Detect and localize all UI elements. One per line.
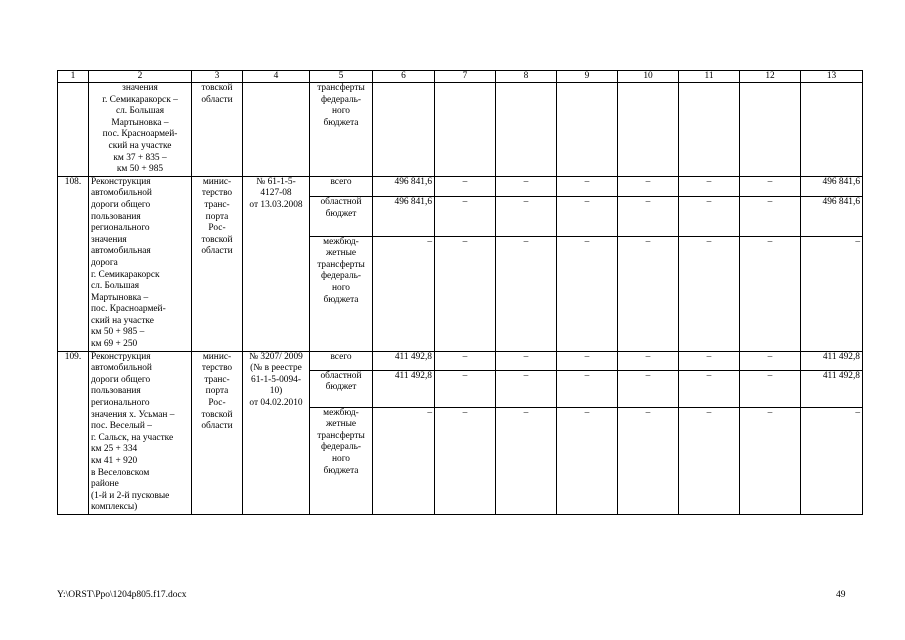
cell-line: области [201,246,233,257]
cell-line: всего [330,176,352,187]
total-cell: 411 492,8 [801,351,863,370]
col-header: 4 [243,71,310,83]
cell-line: бюджета [323,117,359,128]
amount-cell: – [557,197,618,236]
cell-line: км 50 + 985 – [91,327,145,338]
document-cell [243,83,310,177]
amount-cell: 496 841,6 [373,197,435,236]
amount-cell: – [740,176,801,197]
amount-cell: – [435,351,496,370]
footer-file-path: Y:\ORST\Ppo\1204p805.f17.docx [57,590,187,600]
cell-line: транс- [204,374,230,385]
cell-line: г. Семикаракорск – [102,94,178,105]
col-header: 11 [679,71,740,83]
cell-line: (№ в реестре [250,363,302,374]
amount-cell: 411 492,8 [373,351,435,370]
amount-cell: – [618,197,679,236]
amount-cell: – [557,236,618,351]
amount-cell: – [557,176,618,197]
cell-line: № 3207/ 2009 [249,351,303,362]
col-header: 1 [58,71,89,83]
cell-line: транс- [204,199,230,210]
cell-line: в Веселовском [91,467,150,478]
amount-cell: – [373,236,435,351]
cell-line: федераль- [320,442,362,453]
cell-line: Мартыновка – [111,117,169,128]
cell-line: значения [122,83,158,93]
funding-source-cell [310,83,373,177]
cell-line: автомобильной [91,188,152,199]
cell-line: дороги общего [91,199,151,210]
cell-line: г. Сальск, на участке [91,432,174,443]
cell-line: 10) [269,386,283,397]
amount-cell: – [496,176,557,197]
cell-line: сл. Большая [91,281,140,292]
cell-line: минис- [202,176,232,187]
amount-cell: – [496,197,557,236]
col-header: 12 [740,71,801,83]
amount-cell: – [679,197,740,236]
amount-cell: – [679,370,740,407]
amount-cell: – [618,370,679,407]
amount-cell: – [496,407,557,514]
amount-cell: – [435,236,496,351]
cell-line: Рос- [208,223,226,234]
document-cell [243,351,310,514]
cell-line: порта [205,386,229,397]
amount-cell: – [435,370,496,407]
cell-line: № 61-1-5- [256,176,296,187]
cell-line: области [201,94,233,105]
total-cell: 496 841,6 [801,176,863,197]
cell-line: областной [320,197,362,208]
cell-line: от 13.03.2008 [249,199,303,210]
object-name-cell [89,351,192,514]
cell-line: терство [201,363,233,374]
amount-cell: – [618,236,679,351]
cell-line: жетные [325,248,357,259]
cell-line: (1-й и 2-й пусковые [91,490,170,501]
table-row [58,351,863,370]
cell-line: бюджет [325,208,357,219]
cell-line: товской [201,234,233,245]
cell-line: терство [201,188,233,199]
amount-cell: – [435,176,496,197]
cell-line: пос. Красноармей- [91,304,166,315]
amount-cell: – [496,370,557,407]
cell-line: ного [331,283,350,294]
col-header: 7 [435,71,496,83]
amount-cell: – [435,197,496,236]
data-table [57,70,863,515]
col-header: 6 [373,71,435,83]
cell-line: товской [201,83,233,93]
cell-line: ного [331,106,350,117]
amount-cell: – [496,236,557,351]
funding-source-cell [310,197,373,236]
total-cell: 496 841,6 [801,197,863,236]
table-row [58,176,863,197]
amount-cell: 496 841,6 [373,176,435,197]
amount-cell: – [679,236,740,351]
amount-cell: – [557,370,618,407]
cell-line: сл. Большая [115,106,165,117]
cell-line: пользования [91,386,141,397]
cell-line: км 41 + 920 [91,456,138,466]
cell-line: пос. Красноармей- [102,129,178,140]
cell-line: бюджета [323,294,359,305]
cell-line: значения х. Усьман – [91,409,175,420]
customer-cell [192,83,243,177]
cell-line: товской [201,409,233,420]
amount-cell: – [740,351,801,370]
cell-line: км 25 + 334 [91,444,138,455]
customer-cell [192,176,243,351]
col-header: 9 [557,71,618,83]
row-number-cell: 108. [58,176,89,351]
amount-cell: – [740,407,801,514]
row-number-cell [58,83,89,177]
cell-line: бюджета [323,465,359,476]
cell-line: от 04.02.2010 [249,398,303,409]
cell-line: трансферты [317,430,365,441]
cell-line: Рос- [208,398,226,409]
total-cell: – [801,407,863,514]
cell-line: ного [331,453,350,464]
cell-line: дорога [91,257,118,268]
cell-line: регионального [91,223,150,234]
cell-line: пользования [91,211,141,222]
cell-line: межбюд- [323,236,359,247]
col-header: 8 [496,71,557,83]
cell-line: всего [330,351,352,362]
funding-source-cell [310,236,373,351]
table-row-continued [58,83,863,177]
funding-source-cell [310,407,373,514]
total-cell: – [801,236,863,351]
amount-cell: – [618,407,679,514]
cell-line: минис- [202,351,232,362]
amount-cell: 411 492,8 [373,370,435,407]
cell-line: 61-1-5-0094- [251,374,301,385]
funding-source-cell [310,351,373,370]
customer-cell [192,351,243,514]
amount-cell: – [679,407,740,514]
cell-line: федераль- [320,94,362,105]
row-number-cell: 109. [58,351,89,514]
amount-cell: – [740,197,801,236]
cell-line: значения [91,234,127,245]
cell-line: порта [205,211,229,222]
cell-line: Реконструкция [91,176,151,187]
cell-line: дороги общего [91,374,151,385]
amount-cell: – [740,236,801,351]
column-number-row [58,71,863,83]
object-name-cell [89,83,192,177]
cell-line: областной [320,370,362,381]
cell-line: Реконструкция [91,351,151,362]
page-number: 49 [836,590,846,600]
amount-cell: – [679,176,740,197]
total-cell: 411 492,8 [801,370,863,407]
cell-line: ский на участке [91,315,154,326]
col-header: 13 [801,71,863,83]
amount-cell: – [373,407,435,514]
funding-source-cell [310,176,373,197]
cell-line: регионального [91,398,150,409]
cell-line: км 50 + 985 [116,164,164,175]
amount-cell: – [496,351,557,370]
cell-line: 4127-08 [260,188,292,199]
cell-line: трансферты [317,259,365,270]
cell-line: области [201,421,233,432]
cell-line: районе [91,479,119,490]
funding-source-cell [310,370,373,407]
amount-cell: – [740,370,801,407]
cell-line: бюджет [325,382,357,393]
document-cell [243,176,310,351]
amount-cell: – [618,351,679,370]
cell-line: комплексы) [91,502,138,513]
cell-line: км 37 + 835 – [113,152,167,163]
cell-line: г. Семикаракорск [91,269,160,280]
amount-cell: – [679,351,740,370]
cell-line: ский на участке [108,140,172,151]
amount-cell: – [557,407,618,514]
cell-line: федераль- [320,271,362,282]
amount-cell: – [557,351,618,370]
col-header: 10 [618,71,679,83]
col-header: 3 [192,71,243,83]
cell-line: км 69 + 250 [91,339,138,350]
amount-cell: – [435,407,496,514]
col-header: 2 [89,71,192,83]
cell-line: автомобильной [91,363,152,374]
cell-line: жетные [325,419,357,430]
cell-line: пос. Веселый – [91,421,152,432]
amount-cell: – [618,176,679,197]
cell-line: трансферты [317,83,365,93]
col-header: 5 [310,71,373,83]
object-name-cell [89,176,192,351]
cell-line: Мартыновка – [91,292,149,303]
cell-line: автомобильная [91,246,151,257]
cell-line: межбюд- [323,407,359,418]
